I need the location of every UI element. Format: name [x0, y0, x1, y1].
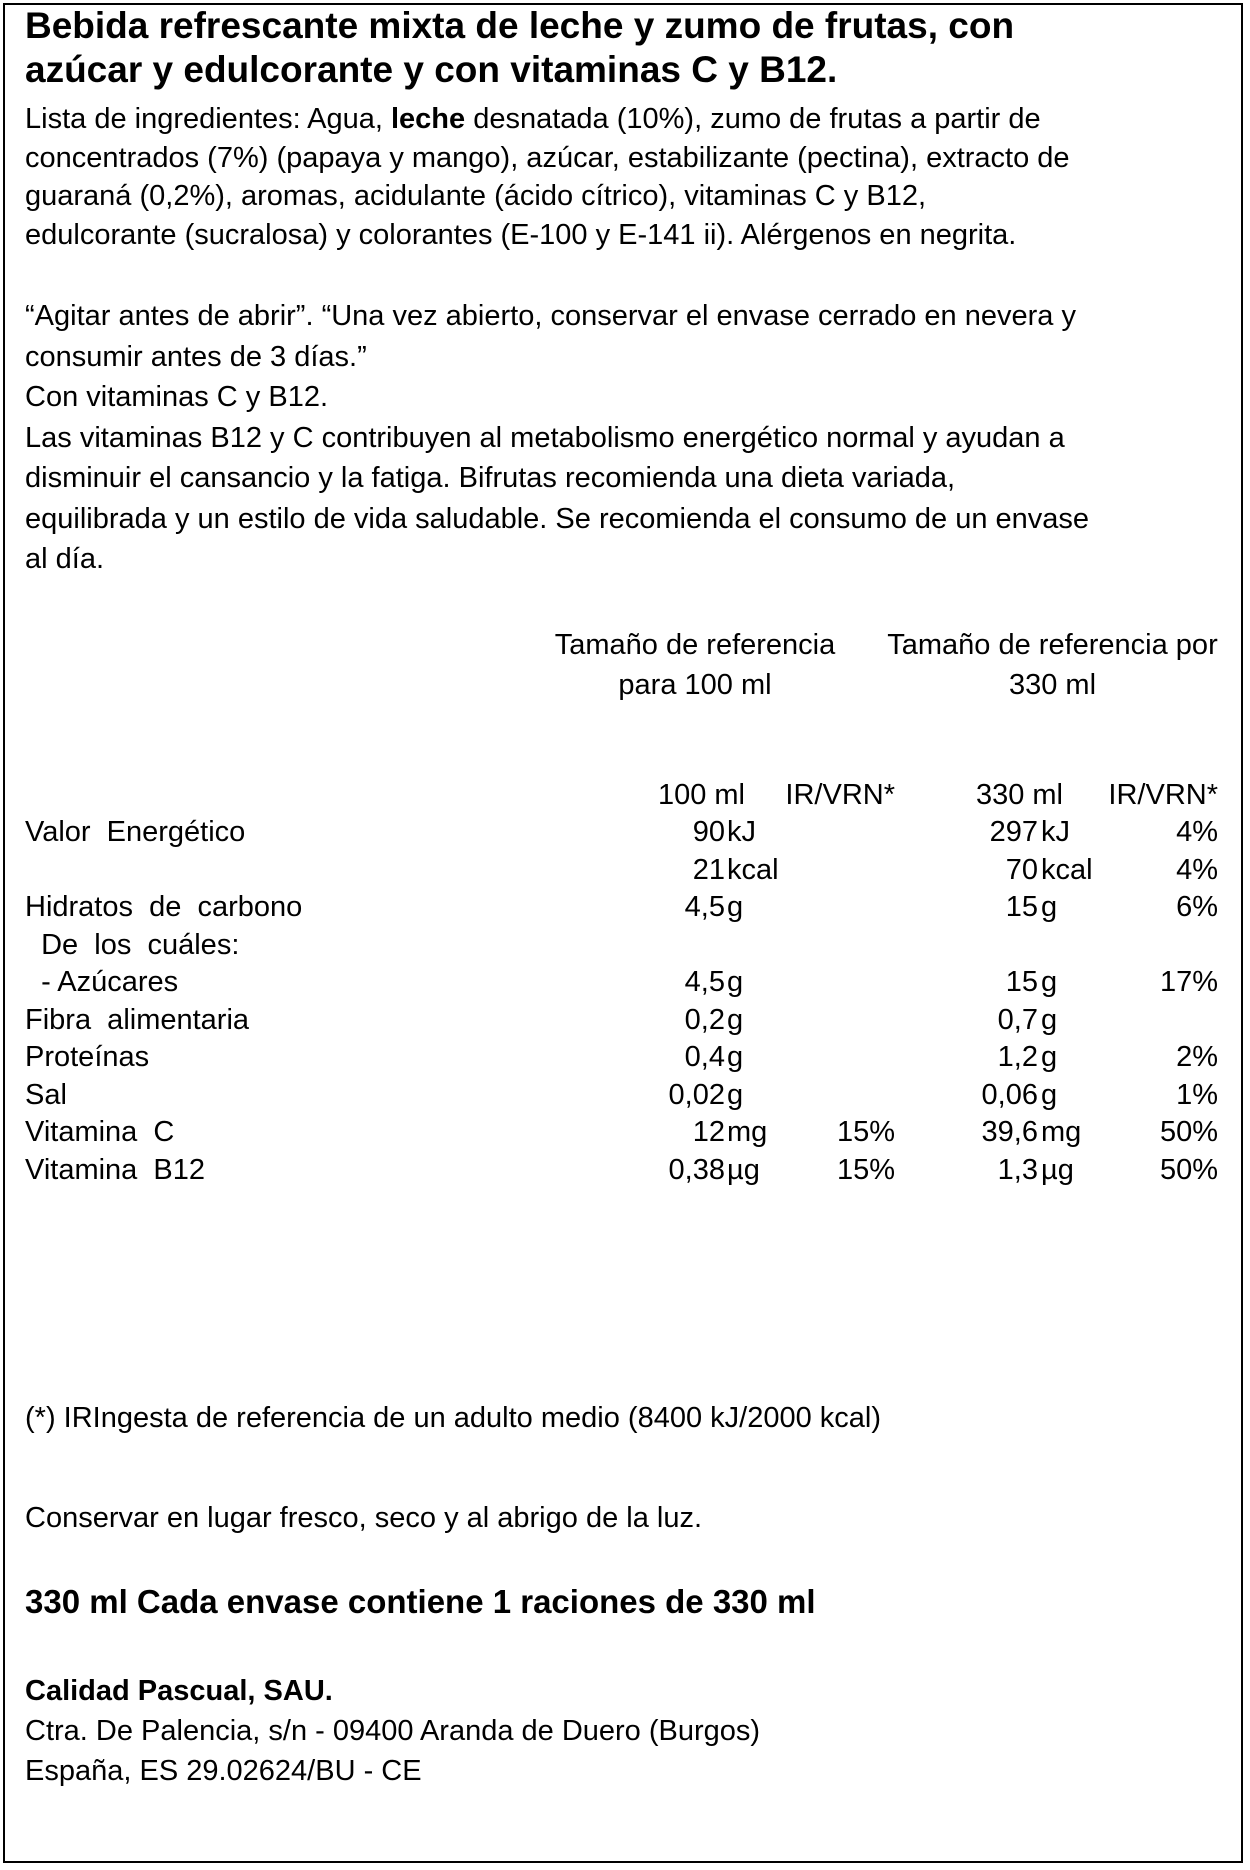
instructions-line-1: “Agitar antes de abrir”. “Una vez abierto, conservar el envase cerrado en nevera y: [25, 300, 1076, 332]
instructions-line-6: equilibrada y un estilo de vida saludable. Se recomienda el consumo de un envase: [25, 502, 1090, 535]
value-330ml: 1,3: [997, 1153, 1038, 1186]
col-header-ir-100: IR/VRN*: [785, 779, 895, 811]
nutrient-label: Fibra alimentaria: [25, 1003, 250, 1036]
footnote: (*) IRIngesta de referencia de un adulto medio (8400 kJ/2000 kcal): [25, 1402, 881, 1434]
unit-330ml: kcal: [1041, 853, 1093, 886]
company-block: [25, 1671, 760, 1791]
unit-330ml: g: [1041, 1041, 1058, 1073]
ref-330ml-header-line-1: Tamaño de referencia por: [887, 629, 1218, 661]
instructions-line-4: Las vitaminas B12 y C contribuyen al metabolismo energético normal y ayudan a: [25, 421, 1065, 454]
unit-100ml: g: [727, 891, 744, 923]
nutrient-label: Vitamina C: [25, 1116, 175, 1148]
value-100ml: 90: [692, 816, 725, 848]
nutrient-label: Vitamina B12: [25, 1153, 206, 1186]
col-header-100ml: 100 ml: [657, 779, 745, 811]
ref-330ml-header: [865, 625, 1240, 705]
nutrient-label: De los cuáles:: [25, 928, 240, 961]
ir-100ml: 15%: [836, 1153, 895, 1186]
value-330ml: 297: [989, 816, 1038, 848]
nutrient-label: Proteínas: [25, 1041, 150, 1073]
unit-330ml: µg: [1041, 1153, 1074, 1186]
ingredients-line-4: edulcorante (sucralosa) y colorantes (E-100 y E-141 ii). Alérgenos en negrita.: [25, 218, 1017, 251]
unit-100ml: kJ: [727, 816, 756, 848]
unit-330ml: mg: [1041, 1116, 1082, 1148]
nutrient-label: Valor Energético: [25, 816, 246, 848]
ref-100ml-header-line-1: Tamaño de referencia: [554, 629, 836, 661]
instructions-line-2: consumir antes de 3 días.”: [25, 340, 367, 373]
nutrient-label: - Azúcares: [25, 966, 179, 998]
storage-note: Conservar en lugar fresco, seco y al abrigo de la luz.: [25, 1502, 703, 1534]
ir-330ml: 4%: [1176, 816, 1218, 848]
ref-100ml-header: [535, 625, 855, 705]
ir-330ml: 4%: [1176, 853, 1218, 886]
ingredients-line-1: [25, 100, 1070, 139]
value-330ml: 39,6: [981, 1116, 1038, 1148]
company-name: Calidad Pascual, SAU.: [25, 1675, 333, 1707]
value-100ml: 0,4: [684, 1041, 725, 1073]
value-100ml: 0,38: [668, 1153, 725, 1186]
value-330ml: 1,2: [997, 1041, 1038, 1073]
ingredients-line-2: concentrados (7%) (papaya y mango), azúcar, estabilizante (pectina), extracto de: [25, 141, 1070, 174]
unit-330ml: kJ: [1041, 816, 1070, 848]
servings-info: 330 ml Cada envase contiene 1 raciones de 330 ml: [25, 1583, 816, 1620]
value-330ml: 15: [1005, 891, 1038, 923]
nutrient-label: Sal: [25, 1078, 67, 1111]
unit-330ml: g: [1041, 1078, 1058, 1111]
allergen-milk: leche: [390, 103, 466, 135]
col-header-ir-330: IR/VRN*: [1108, 779, 1218, 811]
company-country: España, ES 29.02624/BU - CE: [25, 1755, 422, 1787]
instructions-line-5: disminuir el cansancio y la fatiga. Bifrutas recomienda una dieta variada,: [25, 462, 956, 494]
value-330ml: 0,7: [997, 1003, 1038, 1036]
product-title: [25, 4, 1014, 92]
value-100ml: 12: [692, 1116, 725, 1148]
value-100ml: 4,5: [684, 891, 725, 923]
instructions-line-3: Con vitaminas C y B12.: [25, 381, 329, 413]
product-title-line-1: Bebida refrescante mixta de leche y zumo de frutas, con: [25, 5, 1015, 46]
unit-100ml: mg: [727, 1116, 768, 1148]
ir-330ml: 6%: [1176, 891, 1218, 923]
ir-330ml: 17%: [1159, 966, 1218, 998]
unit-100ml: µg: [727, 1153, 760, 1186]
unit-100ml: g: [727, 966, 744, 998]
ir-330ml: 1%: [1176, 1078, 1218, 1111]
value-330ml: 15: [1005, 966, 1038, 998]
unit-100ml: kcal: [727, 853, 779, 886]
ir-330ml: 50%: [1159, 1116, 1218, 1148]
ingredients-suffix: desnatada (10%), zumo de frutas a partir de: [465, 103, 1041, 135]
unit-330ml: g: [1041, 891, 1058, 923]
instructions-line-7: al día.: [25, 543, 104, 575]
unit-100ml: g: [727, 1003, 744, 1036]
value-100ml: 0,2: [684, 1003, 725, 1036]
ingredients-line-3: guaraná (0,2%), aromas, acidulante (ácido cítrico), vitaminas C y B12,: [25, 180, 927, 212]
value-100ml: 21: [692, 853, 725, 886]
ref-100ml-header-line-2: para 100 ml: [618, 669, 772, 701]
company-address: Ctra. De Palencia, s/n - 09400 Aranda de Duero (Burgos): [25, 1715, 761, 1747]
value-330ml: 70: [1005, 853, 1038, 886]
value-100ml: 4,5: [684, 966, 725, 998]
unit-330ml: g: [1041, 966, 1058, 998]
product-title-line-2: azúcar y edulcorante y con vitaminas C y B12.: [25, 49, 838, 90]
ir-100ml: 15%: [836, 1116, 895, 1148]
ir-330ml: 50%: [1159, 1153, 1218, 1186]
ref-330ml-header-line-2: 330 ml: [1008, 669, 1097, 701]
ir-330ml: 2%: [1176, 1041, 1218, 1073]
col-header-330ml: 330 ml: [975, 779, 1063, 811]
ingredients-prefix: Lista de ingredientes: Agua,: [25, 103, 391, 135]
unit-330ml: g: [1041, 1003, 1058, 1036]
ingredients-block: [25, 100, 1070, 254]
unit-100ml: g: [727, 1041, 744, 1073]
unit-100ml: g: [727, 1078, 744, 1111]
nutrient-label: Hidratos de carbono: [25, 891, 303, 923]
value-330ml: 0,06: [981, 1078, 1038, 1111]
value-100ml: 0,02: [668, 1078, 725, 1111]
instructions-block: [25, 296, 1089, 580]
